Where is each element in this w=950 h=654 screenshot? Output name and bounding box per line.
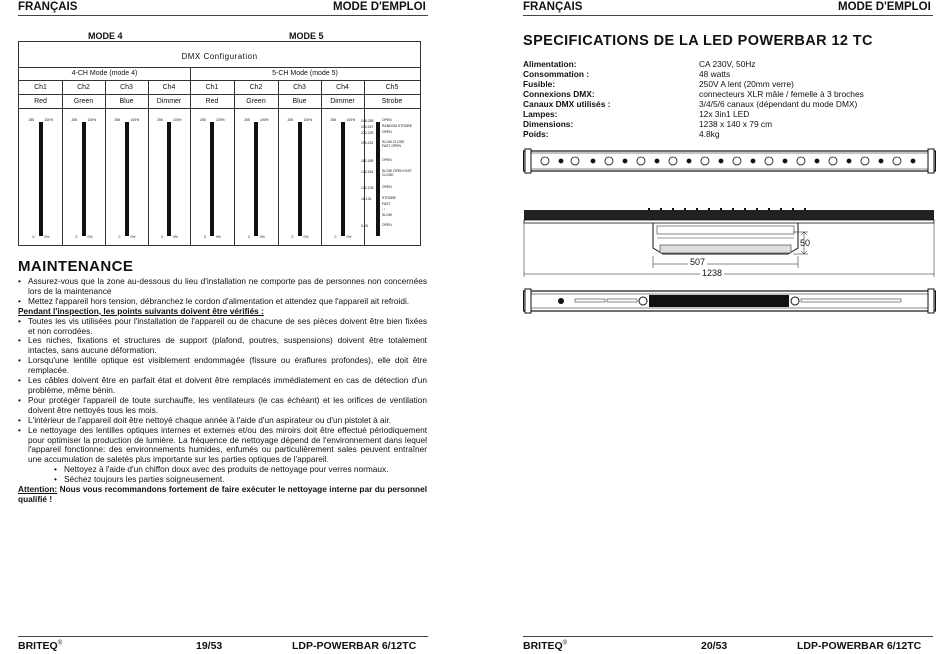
slider-max-percent: 100% [346,118,356,122]
slider-min-percent: 0% [44,235,50,239]
spec-row [523,89,923,99]
specifications-title: SPECIFICATIONS DE LA LED POWERBAR 12 TC [523,33,873,49]
screw-hole [879,159,883,163]
registered-mark: ® [562,640,568,647]
spec-value: 4.8kg [699,129,720,139]
screw-hole [559,159,563,163]
dmx-slider-bar [298,122,302,236]
spec-value: connecteurs XLR mâle / femelle à 3 broches [699,89,864,99]
side-notch [708,208,710,211]
left-footer-rule [18,636,428,637]
channel-header: Ch3 [120,84,133,91]
slider-max-label: 255 [28,118,35,122]
dmx-slider-bar [210,122,214,236]
right-footer-brand [523,640,567,652]
strobe-function-label: OPEN [382,118,392,122]
spec-row [523,99,923,109]
dimension-507-label: 507 [690,257,706,267]
slider-max-percent: 100% [130,118,140,122]
side-notch [780,208,782,211]
screw-hole [751,159,755,163]
side-notch [744,208,746,211]
strobe-function-label: OPEN [382,158,392,162]
powerbar-side-view [523,208,936,278]
slider-min-percent: 0% [303,235,309,239]
slider-min-percent: 0% [346,235,352,239]
strobe-range-label: 140-181 [361,170,374,174]
strobe-function-label: SLOW OPEN FAST CLOSE [382,169,412,177]
inspection-bullet: • L'intérieur de l'appareil doit être nettoyé chaque année à l'aide d'un aspirateur ou d'un pistolet à air. [18,416,427,426]
side-notch [804,208,806,211]
spec-label: Canaux DMX utilisés : [523,99,611,109]
spec-value: 250V A lent (20mm verre) [699,79,794,89]
channel-function: Red [34,98,47,105]
cleaning-sub-bullet: • Séchez toujours les parties soigneusement. [18,475,427,485]
spec-value: 12x 3in1 LED [699,109,750,119]
slider-max-percent: 100% [303,118,313,122]
side-notch [672,208,674,211]
channel-function: Blue [119,98,134,105]
spec-label: Lampes: [523,109,558,119]
slider-min-percent: 0% [216,235,221,239]
slider-min-label: 0 [118,235,121,239]
attention-note [18,485,427,505]
dmx-slider-bar [167,122,171,236]
channel-header: Ch3 [293,84,306,91]
strobe-function-label: OPEN [382,185,392,189]
strobe-function-label: RANDOM STROBE [382,124,412,128]
maintenance-bullet: • Mettez l'appareil hors tension, débranchez le cordon d'alimentation et attendez que l'appareil ait refroidi. [18,297,427,307]
strobe-range-label: 248-255 [361,119,374,123]
side-notch [756,208,758,211]
channel-function: Green [246,98,266,105]
mode4-caption: 4-CH Mode (mode 4) [71,70,138,77]
channel-function: Blue [292,98,307,105]
dimension-50-label: 50 [800,238,811,248]
spec-value: 1238 x 140 x 79 cm [699,119,773,129]
maintenance-body [18,277,427,505]
strobe-range-label: 132-139 [361,186,374,190]
strobe-range-label: 240-247 [361,125,374,129]
slider-min-percent: 0% [130,235,136,239]
attention-text: Nous vous recommandons fortement de faire exécuter le nettoyage interne par du personnel qualifié ! [18,484,427,504]
channel-function: Strobe [381,98,403,105]
slider-max-percent: 100% [216,118,225,122]
channel-header: Ch2 [249,84,263,91]
led-lens [861,157,869,165]
dmx-slider-bar [125,122,129,236]
spec-row [523,69,923,79]
slider-max-label: 255 [114,118,121,122]
left-header-language: FRANÇAIS [18,1,78,13]
strobe-function-label: FAST [382,202,391,206]
strobe-range-label: 16-131 [361,197,372,201]
slider-min-label: 0 [334,235,337,239]
led-lens [701,157,709,165]
slider-max-percent: 100% [260,118,269,122]
slider-max-percent: 100% [44,118,54,122]
screw-hole [687,159,691,163]
dmx-slider-bar [254,122,258,236]
powerbar-rear-view [523,288,936,314]
slider-min-label: 0 [248,235,250,239]
screw-hole [847,159,851,163]
screw-hole [623,159,627,163]
slider-min-label: 0 [32,235,35,239]
right-footer-model: LDP-POWERBAR 6/12TC [797,640,922,652]
right-header-rule [523,15,933,16]
strobe-function-label: ↓↑ [382,207,386,211]
dmx-row-divider [19,67,420,68]
channel-header: Ch4 [162,84,176,91]
channel-function: Dimmer [156,98,182,105]
dmx-slider-bar [82,122,86,236]
side-notch [696,208,698,211]
spec-value: 48 watts [699,69,731,79]
spec-label: Alimentation: [523,59,577,69]
slider-max-percent: 100% [87,118,97,122]
spec-label: Poids: [523,129,549,139]
slider-max-label: 255 [287,118,294,122]
led-lens [733,157,741,165]
led-lens [669,157,677,165]
dmx-slider-bar [376,122,380,236]
screw-hole [815,159,819,163]
brand-name: BRITEQ [18,640,58,652]
spec-list [523,59,923,139]
dmx-slider-bar [341,122,345,236]
led-lens [571,157,579,165]
left-footer-brand [18,640,62,652]
dmx-slider-bar [39,122,43,236]
side-notch [792,208,794,211]
registered-mark: ® [57,640,63,647]
mode5-label: MODE 5 [289,31,324,41]
led-lens [541,157,549,165]
slider-max-label: 255 [157,118,163,122]
spec-row [523,109,923,119]
spec-row [523,129,923,139]
led-lens [605,157,613,165]
inspection-bullet: • Pour protéger l'appareil de toute surchauffe, les ventilateurs (le cas échéant) et les orifices de ventilation doivent être nettoyés tous les mois. [18,396,427,416]
spec-value: 3/4/5/6 canaux (dépendant du mode DMX) [699,99,858,109]
right-header-manual: MODE D'EMPLOI [838,1,931,13]
slider-max-label: 255 [71,118,78,122]
side-notch [660,208,662,211]
inspection-bullet: • Les niches, fixations et structures de support (plafond, poutres, suspensions) doivent être totalement intactes, sans aucune déformation. [18,336,427,356]
screw-hole [591,159,595,163]
dimension-1238-label: 1238 [702,268,723,278]
spec-label: Fusible: [523,79,556,89]
powerbar-front-view [523,146,936,176]
strobe-function-label: STROBE [382,196,396,200]
dmx-row-divider [19,94,420,95]
mode5-caption: 5-CH Mode (mode 5) [272,70,338,77]
slider-max-label: 255 [330,118,337,122]
screw-hole [911,159,915,163]
side-notch [648,208,650,211]
right-footer-rule [523,636,933,637]
side-notch [720,208,722,211]
left-header-rule [18,15,428,16]
spec-value: CA 230V, 50Hz [699,59,756,69]
channel-header: Ch2 [77,84,90,91]
side-notch [684,208,686,211]
strobe-range-label: 190-231 [361,141,374,145]
inspection-heading: Pendant l'inspection, les points suivants doivent être vérifiés : [18,305,264,316]
slider-max-label: 255 [200,118,206,122]
inspection-bullet: • Le nettoyage des lentilles optiques internes et externes et/ou des miroirs doit être effectué périodiquement pour optimiser la production de lumière. La fréquence de nettoyage dépend de l'environnement dans lequel l'appareil fonctionne: des environnements humides, enfumés ou particulièrement sales peuvent entraîner une accumulation de saletés plus importante sur les parties optiques de l'appareil. [18,426,427,466]
spec-row [523,59,923,69]
slider-min-label: 0 [75,235,78,239]
led-lens [893,157,901,165]
channel-function: Red [205,98,219,105]
slider-min-percent: 0% [87,235,93,239]
screw-hole [783,159,787,163]
channel-header: Ch1 [205,84,219,91]
left-header-manual: MODE D'EMPLOI [333,1,426,13]
maintenance-bullet: • Assurez-vous que la zone au-dessous du lieu d'installation ne comporte pas de personnes non concernées lors de la maintenance [18,277,427,297]
strobe-range-label: 232-239 [361,131,374,135]
attention-label: Attention: [18,484,58,495]
led-lens [797,157,805,165]
spec-row [523,79,923,89]
left-footer-page-number: 19/53 [196,640,223,652]
strobe-range-label: 0-15 [361,224,368,228]
strobe-function-label: SLOW CLOSE FAST OPEN [382,140,405,148]
side-notch [732,208,734,211]
left-footer-model: LDP-POWERBAR 6/12TC [292,640,417,652]
channel-function: Dimmer [330,98,355,105]
screw-hole [719,159,723,163]
led-lens [765,157,773,165]
channel-header: Ch1 [34,84,47,91]
spec-row [523,119,923,129]
dmx-row-divider [19,80,420,81]
spec-label: Dimensions: [523,119,574,129]
dmx-table-title: DMX Configuration [181,52,258,61]
strobe-function-label: OPEN [382,130,392,134]
slider-max-label: 255 [244,118,250,122]
spec-label: Consommation : [523,69,590,79]
slider-max-percent: 100% [173,118,182,122]
channel-header: Ch4 [336,84,349,91]
inspection-bullet: • Toutes les vis utilisées pour l'installation de l'appareil ou de chacune de ses pièces doivent être bien fixées et non corrodées. [18,317,427,337]
screw-hole [655,159,659,163]
mode4-label: MODE 4 [88,31,123,41]
right-footer-page-number: 20/53 [701,640,728,652]
dmx-configuration-table [18,41,421,246]
strobe-range-label: 182-189 [361,159,374,163]
strobe-function-label: SLOW [382,213,392,217]
slider-min-label: 0 [291,235,294,239]
led-lens [829,157,837,165]
slider-min-label: 0 [204,235,206,239]
brand-name: BRITEQ [523,640,563,652]
slider-min-label: 0 [161,235,163,239]
channel-function: Green [73,98,94,105]
right-header-language: FRANÇAIS [523,1,583,13]
side-notch [768,208,770,211]
maintenance-title: MAINTENANCE [18,258,134,275]
inspection-bullet: • Lorsqu'une lentille optique est visiblement endommagée (fissure ou éraflures profondes), elle doit être remplacée. [18,356,427,376]
dmx-row-divider [19,108,420,109]
slider-min-percent: 0% [173,235,178,239]
slider-min-percent: 0% [260,235,265,239]
led-lens [637,157,645,165]
cleaning-sub-bullet: • Nettoyez à l'aide d'un chiffon doux avec des produits de nettoyage pour verres normaux. [18,465,427,475]
channel-header: Ch5 [385,84,399,91]
spec-label: Connexions DMX: [523,89,595,99]
inspection-bullet: • Les câbles doivent être en parfait état et doivent être remplacés immédiatement en cas de détection d'un problème, même bénin. [18,376,427,396]
strobe-function-label: OPEN [382,223,392,227]
